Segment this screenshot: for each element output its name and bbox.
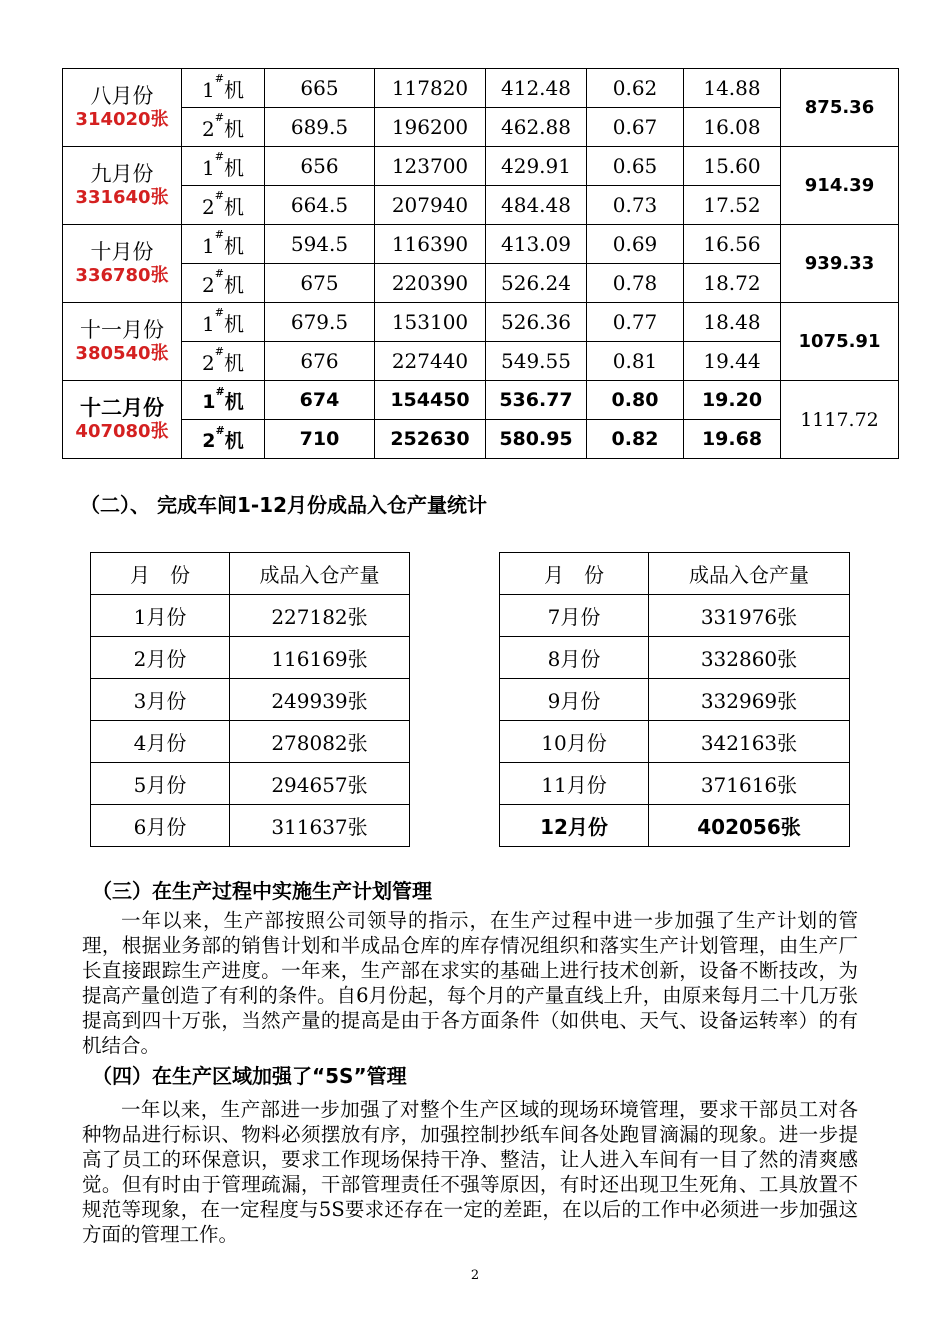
header-qty: 成品入仓产量 <box>649 553 850 595</box>
value-cell: 0.81 <box>587 342 684 381</box>
value-cell: 0.80 <box>587 381 684 420</box>
value-cell: 580.95 <box>486 420 587 459</box>
header-qty: 成品入仓产量 <box>230 553 410 595</box>
value-cell: 674 <box>265 381 375 420</box>
paragraph-production-plan: 一年以来，生产部按照公司领导的指示，在生产过程中进一步加强了生产计划的管理，根据业务部的销售计划和半成品仓库的库存情况组织和落实生产计划管理，由生产厂长直接跟踪生产进度。一年来，生产部在求实的基础上进行技术创新，设备不断技改，为提高产量创造了有利的条件。自6月份起，每个月的产量直线上升，由原来每月二十几万张提高到四十万张，当然产量的提高是由于各方面条件（如供电、天气、设备运转率）的有机结合。 <box>82 909 858 1057</box>
value-cell: 484.48 <box>486 186 587 225</box>
stock-month: 1月份 <box>91 595 230 637</box>
table-row <box>91 637 410 679</box>
machine-suffix: 机 <box>223 77 244 102</box>
month-name: 九月份 <box>90 161 154 186</box>
month-total: 336780张 <box>75 264 169 286</box>
machine-number: 1 <box>202 155 215 180</box>
stock-month: 9月份 <box>500 679 649 721</box>
month-total: 331640张 <box>75 186 169 208</box>
month-name: 十二月份 <box>80 395 164 420</box>
value-cell: 675 <box>265 264 375 303</box>
machine-number: 2 <box>202 429 216 452</box>
table-row <box>500 679 850 721</box>
value-cell: 679.5 <box>265 303 375 342</box>
value-cell: 117820 <box>375 69 486 108</box>
machine-number: 2 <box>202 116 215 141</box>
machine-number: 1 <box>202 233 215 258</box>
value-cell: 196200 <box>375 108 486 147</box>
stock-month: 11月份 <box>500 763 649 805</box>
machine-suffix: 机 <box>223 155 244 180</box>
value-cell: 16.08 <box>684 108 781 147</box>
monthly-production-table <box>62 68 899 459</box>
stock-qty: 331976张 <box>649 595 850 637</box>
value-cell: 676 <box>265 342 375 381</box>
machine-label <box>182 420 265 459</box>
stock-month: 4月份 <box>91 721 230 763</box>
month-total: 380540张 <box>75 342 169 364</box>
value-cell: 0.78 <box>587 264 684 303</box>
machine-mark: # <box>214 149 224 163</box>
value-cell: 153100 <box>375 303 486 342</box>
month-label-cell <box>63 303 182 381</box>
machine-suffix: 机 <box>224 429 244 452</box>
value-cell: 123700 <box>375 147 486 186</box>
table-row <box>91 595 410 637</box>
value-cell: 594.5 <box>265 225 375 264</box>
month-label-cell <box>63 147 182 225</box>
machine-mark: # <box>214 344 224 358</box>
table-row <box>63 147 899 186</box>
table-row <box>91 763 410 805</box>
value-cell: 710 <box>265 420 375 459</box>
value-cell: 413.09 <box>486 225 587 264</box>
machine-suffix: 机 <box>223 350 244 375</box>
value-cell: 0.73 <box>587 186 684 225</box>
section-heading-finished-stock: （二）、 完成车间1-12月份成品入仓产量统计 <box>80 493 488 517</box>
machine-label <box>182 186 265 225</box>
table-row <box>63 342 899 381</box>
stock-qty: 342163张 <box>649 721 850 763</box>
month-sum-cell: 1075.91 <box>781 303 899 381</box>
machine-mark: # <box>214 227 224 241</box>
header-month: 月 份 <box>91 553 230 595</box>
machine-label <box>182 264 265 303</box>
stock-table-right <box>499 552 850 847</box>
value-cell: 664.5 <box>265 186 375 225</box>
table-row <box>63 381 899 420</box>
value-cell: 656 <box>265 147 375 186</box>
machine-suffix: 机 <box>223 272 244 297</box>
stock-qty: 116169张 <box>230 637 410 679</box>
machine-suffix: 机 <box>223 311 244 336</box>
table-row <box>500 595 850 637</box>
table-row <box>500 763 850 805</box>
month-name: 八月份 <box>90 83 154 108</box>
table-row <box>91 805 410 847</box>
value-cell: 462.88 <box>486 108 587 147</box>
machine-suffix: 机 <box>223 194 244 219</box>
table-row <box>63 69 899 108</box>
table-row <box>63 186 899 225</box>
value-cell: 689.5 <box>265 108 375 147</box>
value-cell: 665 <box>265 69 375 108</box>
value-cell: 19.68 <box>684 420 781 459</box>
month-label-cell <box>63 69 182 147</box>
table-row <box>63 264 899 303</box>
table-row <box>500 637 850 679</box>
machine-number: 2 <box>202 350 215 375</box>
value-cell: 19.20 <box>684 381 781 420</box>
value-cell: 549.55 <box>486 342 587 381</box>
value-cell: 19.44 <box>684 342 781 381</box>
machine-suffix: 机 <box>223 233 244 258</box>
value-cell: 0.62 <box>587 69 684 108</box>
machine-label <box>182 69 265 108</box>
section-heading-5s: （四）在生产区域加强了“5S”管理 <box>92 1064 407 1088</box>
machine-label <box>182 225 265 264</box>
value-cell: 412.48 <box>486 69 587 108</box>
value-cell: 116390 <box>375 225 486 264</box>
stock-table-left <box>90 552 410 847</box>
stock-qty: 249939张 <box>230 679 410 721</box>
value-cell: 526.36 <box>486 303 587 342</box>
stock-month: 2月份 <box>91 637 230 679</box>
machine-label <box>182 342 265 381</box>
month-sum-cell: 1117.72 <box>781 381 899 459</box>
stock-qty: 332969张 <box>649 679 850 721</box>
machine-mark: # <box>214 110 224 124</box>
table-row <box>63 303 899 342</box>
stock-month: 8月份 <box>500 637 649 679</box>
value-cell: 14.88 <box>684 69 781 108</box>
value-cell: 0.67 <box>587 108 684 147</box>
machine-mark: # <box>214 266 224 280</box>
month-label-cell <box>63 225 182 303</box>
value-cell: 0.77 <box>587 303 684 342</box>
machine-label <box>182 108 265 147</box>
value-cell: 16.56 <box>684 225 781 264</box>
table-row <box>500 805 850 847</box>
stock-qty: 294657张 <box>230 763 410 805</box>
value-cell: 0.82 <box>587 420 684 459</box>
month-total: 407080张 <box>75 420 169 442</box>
value-cell: 220390 <box>375 264 486 303</box>
month-name: 十月份 <box>90 239 154 264</box>
value-cell: 0.69 <box>587 225 684 264</box>
machine-number: 2 <box>202 194 215 219</box>
stock-month: 3月份 <box>91 679 230 721</box>
stock-qty: 332860张 <box>649 637 850 679</box>
machine-label <box>182 381 265 420</box>
header-month: 月 份 <box>500 553 649 595</box>
month-sum-cell: 875.36 <box>781 69 899 147</box>
machine-number: 1 <box>202 311 215 336</box>
value-cell: 252630 <box>375 420 486 459</box>
value-cell: 227440 <box>375 342 486 381</box>
machine-number: 2 <box>202 272 215 297</box>
stock-qty: 371616张 <box>649 763 850 805</box>
value-cell: 15.60 <box>684 147 781 186</box>
stock-month: 5月份 <box>91 763 230 805</box>
stock-qty: 227182张 <box>230 595 410 637</box>
table-row <box>63 225 899 264</box>
stock-month: 7月份 <box>500 595 649 637</box>
value-cell: 207940 <box>375 186 486 225</box>
machine-label <box>182 303 265 342</box>
month-label-cell <box>63 381 182 459</box>
table-row <box>500 721 850 763</box>
stock-qty: 402056张 <box>649 805 850 847</box>
stock-month: 12月份 <box>500 805 649 847</box>
table-row <box>91 721 410 763</box>
value-cell: 18.72 <box>684 264 781 303</box>
machine-suffix: 机 <box>224 390 244 413</box>
table-row <box>91 679 410 721</box>
stock-qty: 311637张 <box>230 805 410 847</box>
value-cell: 0.65 <box>587 147 684 186</box>
section-heading-production-plan: （三）在生产过程中实施生产计划管理 <box>92 879 432 903</box>
month-sum-cell: 914.39 <box>781 147 899 225</box>
machine-suffix: 机 <box>223 116 244 141</box>
machine-number: 1 <box>202 390 216 413</box>
value-cell: 526.24 <box>486 264 587 303</box>
value-cell: 18.48 <box>684 303 781 342</box>
value-cell: 17.52 <box>684 186 781 225</box>
machine-label <box>182 147 265 186</box>
value-cell: 154450 <box>375 381 486 420</box>
machine-number: 1 <box>202 77 215 102</box>
table-row <box>63 420 899 459</box>
machine-mark: # <box>214 71 224 85</box>
month-sum-cell: 939.33 <box>781 225 899 303</box>
month-total: 314020张 <box>75 108 169 130</box>
table-row <box>63 108 899 147</box>
month-name: 十一月份 <box>80 317 164 342</box>
machine-mark: # <box>215 384 225 398</box>
paragraph-5s: 一年以来，生产部进一步加强了对整个生产区域的现场环境管理，要求干部员工对各种物品进行标识、物料必须摆放有序，加强控制抄纸车间各处跑冒滴漏的现象。进一步提高了员工的环保意识，要求工作现场保持干净、整洁，让人进入车间有一目了然的清爽感觉。但有时由于管理疏漏，干部管理责任不强等原因，有时还出现卫生死角、工具放置不规范等现象，在一定程度与5S要求还存在一定的差距，在以后的工作中必须进一步加强这方面的管理工作。 <box>82 1098 858 1246</box>
stock-month: 6月份 <box>91 805 230 847</box>
machine-mark: # <box>215 423 225 437</box>
stock-month: 10月份 <box>500 721 649 763</box>
page-number: 2 <box>470 1268 480 1283</box>
machine-mark: # <box>214 188 224 202</box>
value-cell: 429.91 <box>486 147 587 186</box>
machine-mark: # <box>214 305 224 319</box>
value-cell: 536.77 <box>486 381 587 420</box>
stock-qty: 278082张 <box>230 721 410 763</box>
